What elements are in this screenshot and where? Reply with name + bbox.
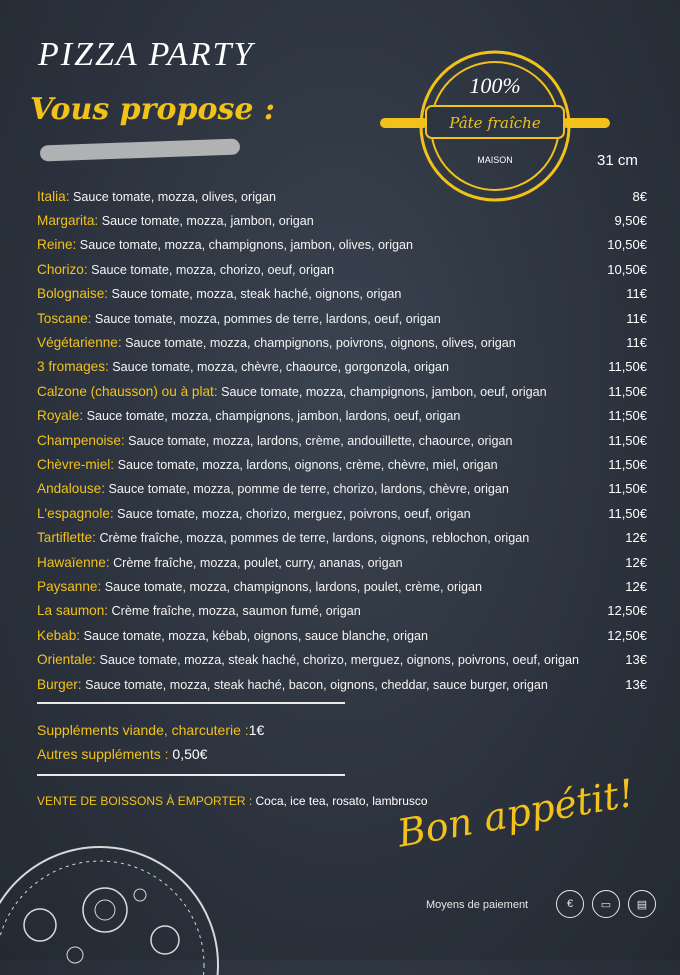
supplement-meat — [37, 722, 264, 738]
badge-percent: 100% — [469, 73, 521, 98]
ticket-restaurant-icon: ▤ — [628, 890, 656, 918]
menu-item-description: Sauce tomate, mozza, jambon, origan — [101, 214, 314, 229]
menu-item-price: 11,50€ — [608, 505, 647, 521]
menu-item — [37, 208, 647, 232]
menu-item-price: 11,50€ — [608, 383, 647, 399]
menu-item — [37, 184, 647, 208]
menu-item-price: 12,50€ — [607, 603, 647, 619]
menu-item-price: 13€ — [625, 676, 647, 692]
menu-item — [37, 477, 647, 501]
menu-item — [37, 257, 647, 281]
menu-item-text — [37, 262, 334, 277]
menu-item — [37, 672, 647, 696]
menu-item-text — [37, 359, 449, 374]
menu-item-text — [37, 286, 401, 301]
menu-item-price: 11;50€ — [608, 408, 647, 424]
menu-item-text — [37, 189, 276, 204]
menu-item-description: Sauce tomate, mozza, pomme de terre, chorizo, lardons, chèvre, origan — [108, 482, 509, 497]
menu-item-price: 11,50€ — [608, 432, 647, 448]
menu-item-description: Sauce tomate, mozza, pommes de terre, lardons, oeuf, origan — [94, 311, 441, 326]
menu-item-price: 11,50€ — [608, 456, 647, 472]
menu-item-price: 12€ — [625, 530, 647, 546]
menu-item-description: Crème fraîche, mozza, poulet, curry, ananas, origan — [113, 555, 403, 570]
menu-item — [37, 379, 647, 403]
menu-item-name: Paysanne: — [37, 578, 102, 594]
menu-item-text — [37, 628, 428, 643]
menu-item-description: Sauce tomate, mozza, chorizo, oeuf, origan — [91, 262, 335, 277]
menu-item-price: 11€ — [626, 335, 647, 351]
badge-maison: MAISON — [477, 155, 513, 165]
menu-item-text — [37, 213, 314, 228]
page-title: PIZZA PARTY — [38, 36, 255, 73]
menu-item-text — [37, 433, 512, 448]
menu-item — [37, 282, 647, 306]
menu-item-name: Calzone (chausson) ou à plat: — [37, 383, 218, 399]
menu-item-price: 10,50€ — [607, 237, 647, 253]
size-header: 31 cm — [597, 152, 638, 169]
menu-item-name: Bolognaise: — [37, 286, 109, 302]
menu-item-text — [37, 237, 413, 252]
menu-item-price: 9,50€ — [614, 213, 647, 229]
menu-item-price: 12€ — [625, 554, 647, 570]
menu-item-price: 11,50€ — [608, 481, 647, 497]
menu-item — [37, 501, 647, 525]
brush-stroke — [40, 139, 240, 162]
menu-item-name: Hawaïenne: — [37, 554, 110, 570]
menu-item-description: Sauce tomate, mozza, olives, origan — [73, 189, 277, 204]
menu-item-description: Crème fraîche, mozza, pommes de terre, lardons, oignons, reblochon, origan — [99, 531, 530, 546]
menu-item-name: Toscane: — [37, 310, 92, 326]
menu-item — [37, 452, 647, 476]
menu-item-description: Sauce tomate, mozza, kébab, oignons, sauce blanche, origan — [83, 628, 429, 643]
menu-item-name: Burger: — [37, 676, 82, 692]
menu-item-text — [37, 530, 529, 545]
menu-item-description: Sauce tomate, mozza, steak haché, bacon, oignons, cheddar, sauce burger, origan — [85, 677, 548, 692]
badge-label: Pâte fraîche — [449, 114, 541, 132]
menu-item-name: Andalouse: — [37, 481, 106, 497]
supplement-other — [37, 746, 207, 762]
divider — [37, 702, 345, 704]
menu-item-text — [37, 652, 579, 667]
menu-item — [37, 550, 647, 574]
menu-item-description: Sauce tomate, mozza, steak haché, chorizo, merguez, oignons, poivrons, oeuf, origan — [99, 653, 579, 668]
menu-item-text — [37, 677, 548, 692]
menu-item — [37, 428, 647, 452]
menu-item — [37, 623, 647, 647]
menu-item-text — [37, 457, 498, 472]
menu-item-name: Kebab: — [37, 627, 81, 643]
menu-item-name: La saumon: — [37, 603, 109, 619]
menu-item-text — [37, 481, 509, 496]
menu-item-name: Chorizo: — [37, 261, 88, 277]
supplement-meat-label: Suppléments viande, charcuterie : — [37, 722, 249, 738]
menu-item-text — [37, 335, 516, 350]
pizza-menu — [37, 184, 647, 696]
menu-item-price: 13€ — [625, 652, 647, 668]
payment-label: Moyens de paiement — [426, 899, 529, 911]
menu-item-name: Orientale: — [37, 652, 96, 668]
menu-item-text — [37, 555, 403, 570]
drinks-value: Coca, ice tea, rosato, lambrusco — [255, 794, 428, 808]
menu-item-name: Reine: — [37, 237, 77, 253]
menu-item-description: Sauce tomate, mozza, champignons, jambon, oeuf, origan — [221, 384, 547, 399]
menu-item-description: Sauce tomate, mozza, lardons, crème, andouillette, chaource, origan — [128, 433, 513, 448]
menu-item-name: Chèvre-miel: — [37, 456, 115, 472]
menu-item-text — [37, 506, 471, 521]
menu-item-description: Sauce tomate, mozza, chorizo, merguez, poivrons, oeuf, origan — [117, 506, 471, 521]
menu-item-description: Sauce tomate, mozza, steak haché, oignons, origan — [111, 287, 402, 302]
drinks-label: VENTE DE BOISSONS À EMPORTER : — [37, 794, 253, 808]
menu-item-price: 11,50€ — [608, 359, 647, 375]
menu-item — [37, 306, 647, 330]
page-subtitle: Vous propose : — [30, 92, 275, 127]
menu-item — [37, 404, 647, 428]
menu-item-name: Végétarienne: — [37, 335, 122, 351]
divider — [37, 774, 345, 776]
menu-item-description: Sauce tomate, mozza, champignons, lardons, poulet, crème, origan — [104, 579, 483, 594]
menu-item — [37, 330, 647, 354]
menu-item-price: 11€ — [626, 310, 647, 326]
menu-item-name: Italia: — [37, 188, 70, 204]
menu-item — [37, 647, 647, 671]
bon-appetit: Bon appétit! — [394, 770, 638, 856]
menu-item-name: 3 fromages: — [37, 359, 109, 375]
menu-item-price: 10,50€ — [607, 261, 647, 277]
supplement-other-price: 0,50€ — [172, 746, 208, 762]
menu-item-text — [37, 408, 460, 423]
menu-item-description: Sauce tomate, mozza, champignons, jambon, lardons, oeuf, origan — [86, 409, 461, 424]
menu-item-description: Sauce tomate, mozza, champignons, poivrons, oignons, olives, origan — [125, 336, 516, 351]
supplement-meat-price: 1€ — [248, 722, 265, 738]
menu-item-text — [37, 603, 361, 618]
menu-item-price: 11€ — [626, 286, 647, 302]
menu-item-text — [37, 311, 441, 326]
menu-item — [37, 599, 647, 623]
menu-item-name: Champenoise: — [37, 432, 125, 448]
menu-item — [37, 574, 647, 598]
menu-item-description: Sauce tomate, mozza, lardons, oignons, crème, chèvre, miel, origan — [117, 457, 498, 472]
drinks-line — [37, 794, 428, 808]
menu-item-price: 12,50€ — [607, 627, 647, 643]
menu-item-description: Crème fraîche, mozza, saumon fumé, origan — [111, 604, 361, 619]
menu-item — [37, 525, 647, 549]
supplement-other-label: Autres suppléments : — [37, 746, 169, 762]
menu-item-name: Margarita: — [37, 213, 99, 229]
cash-icon: € — [556, 890, 584, 918]
menu-item-name: L'espagnole: — [37, 505, 114, 521]
menu-item-text — [37, 579, 482, 594]
pizza-drawing — [0, 815, 240, 975]
menu-item-price: 12€ — [625, 578, 647, 594]
menu-item-name: Royale: — [37, 408, 84, 424]
menu-item-price: 8€ — [632, 188, 647, 204]
menu-item-description: Sauce tomate, mozza, chèvre, chaource, gorgonzola, origan — [112, 360, 450, 375]
menu-item-text — [37, 384, 547, 399]
menu-item — [37, 233, 647, 257]
menu-item-description: Sauce tomate, mozza, champignons, jambon, olives, origan — [79, 238, 414, 253]
credit-card-icon: ▭ — [592, 890, 620, 918]
menu-item — [37, 355, 647, 379]
menu-item-name: Tartiflette: — [37, 530, 96, 546]
